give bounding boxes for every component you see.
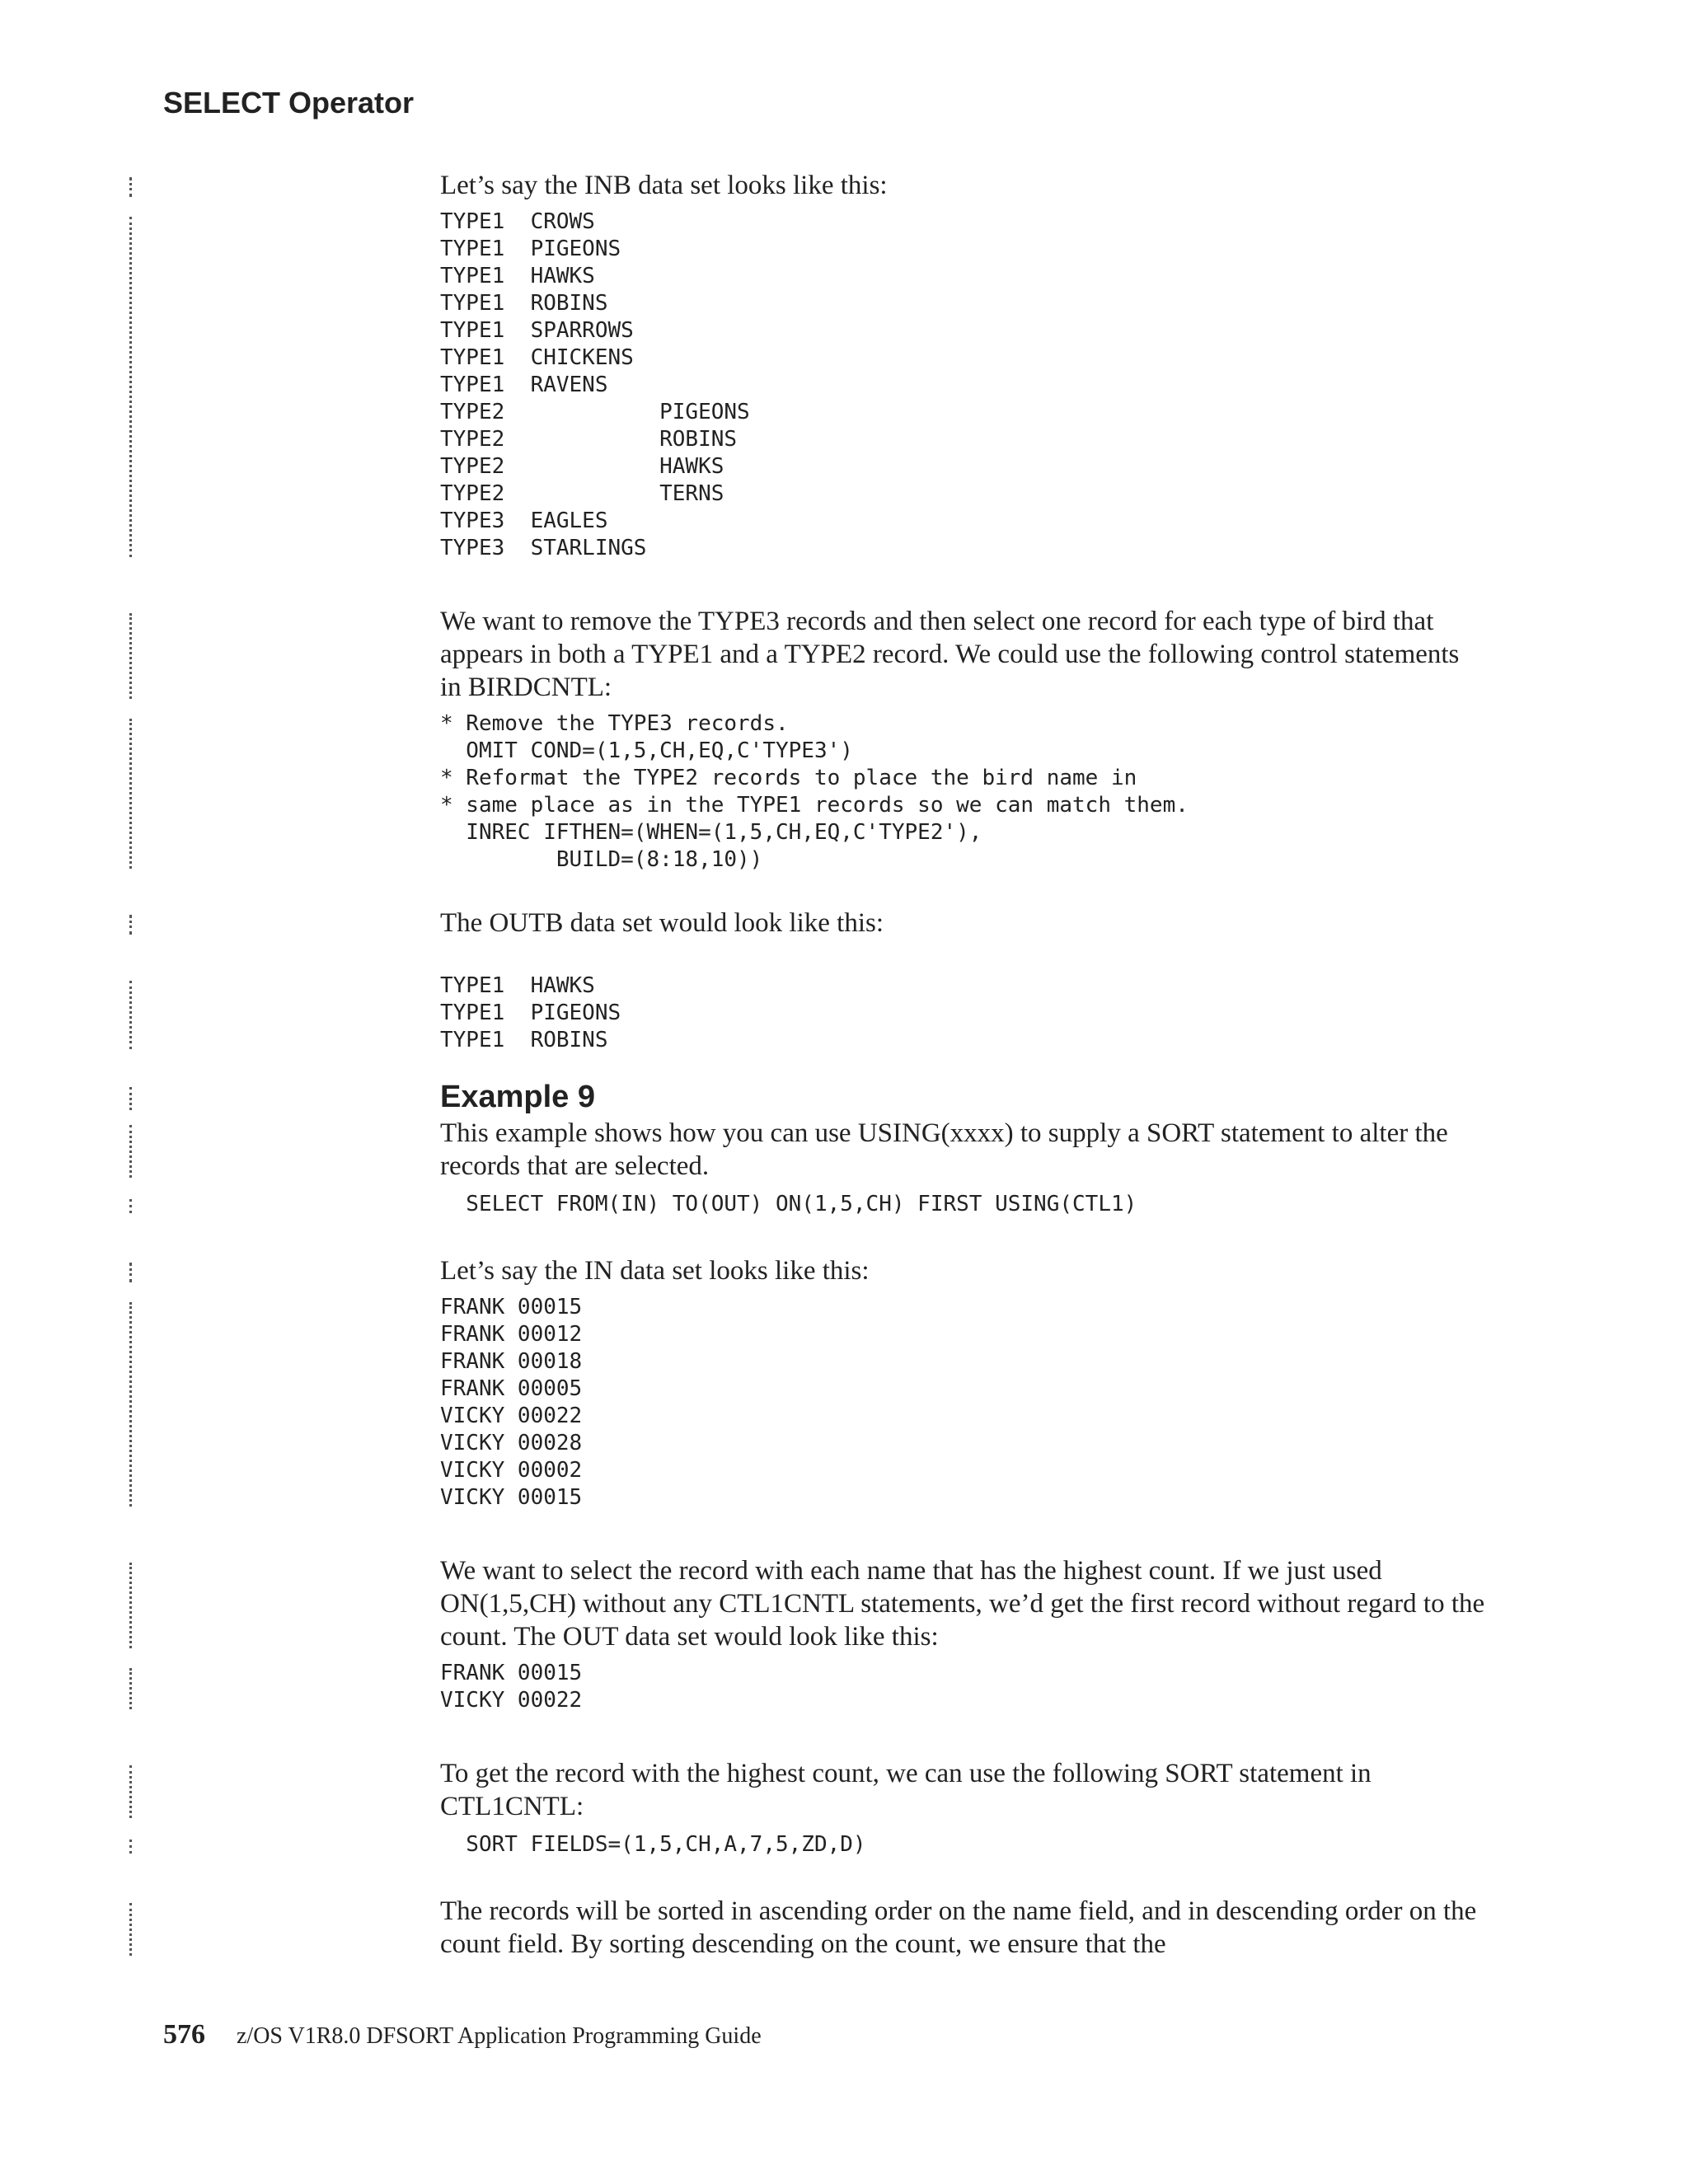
in-intro-paragraph: Let’s say the IN data set looks like this: <box>440 1256 870 1286</box>
change-bar-block <box>440 209 1487 562</box>
inb-data-set-listing: TYPE1 CROWS TYPE1 PIGEONS TYPE1 HAWKS TYPE1 ROBINS TYPE1 SPARROWS TYPE1 CHICKENS TYPE1 RAVENS TYPE2 PIGEONS TYPE2 ROBINS TYPE2 HAWKS TYPE2 TERNS TYPE3 EAGLES TYPE3 STARLINGS <box>440 209 750 560</box>
out-data-set-listing: FRANK 00015 VICKY 00022 <box>440 1661 583 1713</box>
change-bar-block <box>440 1757 1487 1823</box>
change-bar-block <box>440 1660 1487 1714</box>
outb-intro-paragraph: The OUTB data set would look like this: <box>440 908 884 938</box>
book-title: z/OS V1R8.0 DFSORT Application Programming Guide <box>237 2023 762 2049</box>
change-bar-block <box>440 972 1487 1054</box>
change-bar-block <box>440 169 1487 202</box>
intro-paragraph-inb: Let’s say the INB data set looks like this: <box>440 171 888 200</box>
in-data-set-listing: FRANK 00015 FRANK 00012 FRANK 00018 FRANK 00005 VICKY 00022 VICKY 00028 VICKY 00002 VICKY 00015 <box>440 1295 583 1510</box>
sort-statement-intro: To get the record with the highest count, we can use the following SORT statement in CTL1CNTL: <box>440 1759 1372 1821</box>
birdcntl-control-statements: * Remove the TYPE3 records. OMIT COND=(1,5,CH,EQ,C'TYPE3') * Reformat the TYPE2 records to place the bird name in * same place as in the TYPE1 records so we can match them. INREC IFTHEN=(WHEN=(1,5,CH,EQ,C'TYPE2'), BUILD=(8:18,10)) <box>440 711 1189 872</box>
change-bar-block <box>440 1831 1487 1858</box>
change-bar-block <box>440 710 1487 874</box>
page-number: 576 <box>163 2019 205 2050</box>
change-bar-block <box>440 1294 1487 1511</box>
highest-count-paragraph: We want to select the record with each name that has the highest count. If we just used ON(1,5,CH) without any CTL1CNTL statements, we’d get the first record without regard to the count. The OUT data set would look like this: <box>440 1556 1485 1652</box>
example-9-heading: Example 9 <box>440 1080 595 1114</box>
change-bar-block <box>440 1191 1487 1218</box>
outb-data-set-listing: TYPE1 HAWKS TYPE1 PIGEONS TYPE1 ROBINS <box>440 973 621 1052</box>
page-footer <box>163 2019 762 2050</box>
page-content <box>440 169 1487 1961</box>
change-bar-block <box>440 1254 1487 1287</box>
change-bar-block <box>440 1895 1487 1961</box>
page-header-title: SELECT Operator <box>163 86 415 120</box>
change-bar-block <box>440 907 1487 940</box>
sort-explanation-paragraph: The records will be sorted in ascending order on the name field, and in descending order on the count field. By sorting descending on the count, we ensure that the <box>440 1896 1477 1959</box>
change-bar-block <box>440 1079 1487 1115</box>
select-statement-code: SELECT FROM(IN) TO(OUT) ON(1,5,CH) FIRST USING(CTL1) <box>440 1192 1137 1216</box>
sort-statement-code: SORT FIELDS=(1,5,CH,A,7,5,ZD,D) <box>440 1832 866 1857</box>
change-bar-block <box>440 1117 1487 1183</box>
example-9-description: This example shows how you can use USING(xxxx) to supply a SORT statement to alter the records that are selected. <box>440 1118 1448 1181</box>
change-bar-block <box>440 605 1487 704</box>
remove-type3-paragraph: We want to remove the TYPE3 records and then select one record for each type of bird that appears in both a TYPE1 and a TYPE2 record. We could use the following control statements in BIRDCNTL: <box>440 607 1460 702</box>
change-bar-block <box>440 1554 1487 1653</box>
